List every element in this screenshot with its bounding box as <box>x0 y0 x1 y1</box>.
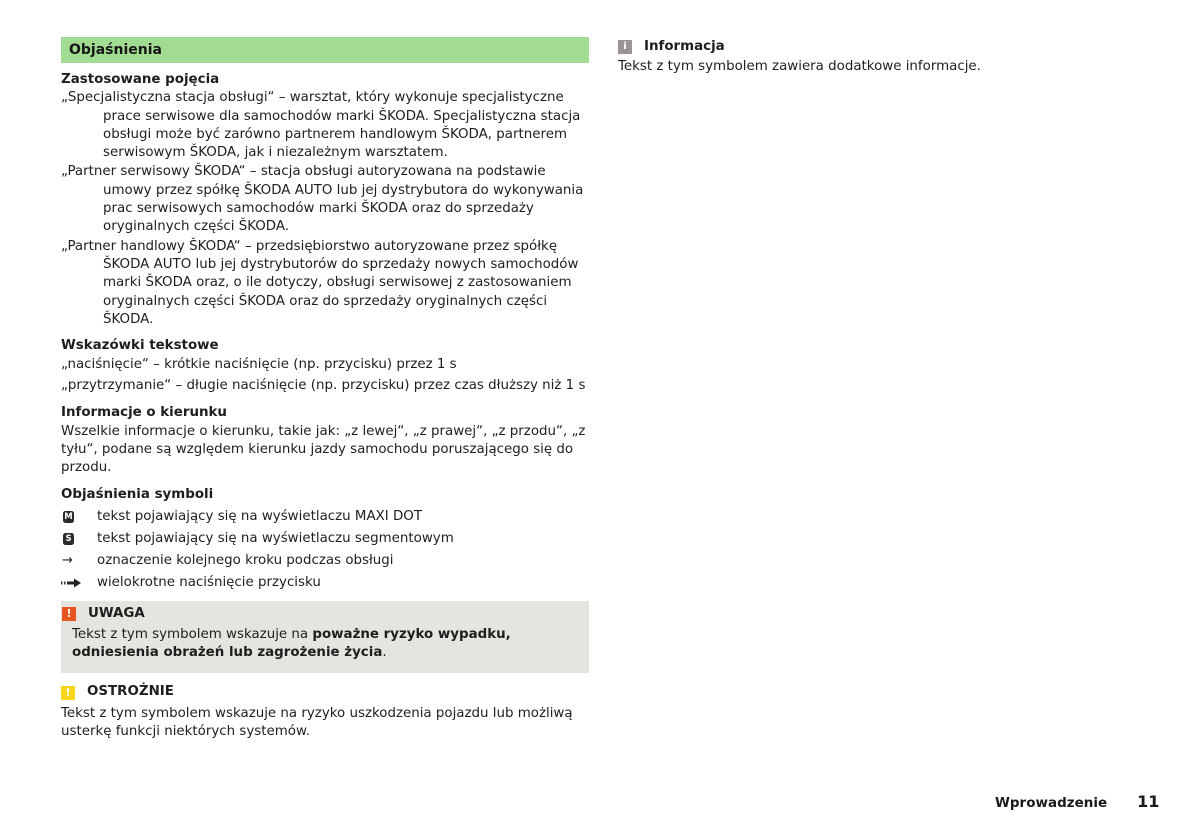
info-text: Tekst z tym symbolem zawiera dodatkowe informacje. <box>618 59 981 74</box>
term-label: „Partner serwisowy ŠKODA“ <box>61 164 246 180</box>
maxi-dot-icon: M <box>64 511 73 522</box>
section-title-bar <box>61 37 589 63</box>
warning-header <box>62 604 578 624</box>
term-text: – warsztat, który wykonuje specjalistyczne prace serwisowe dla samochodów marki ŠKODA. Specjalistyczna stacja obsługi może być zarówno partnerem handlowym ŠKODA, partnerem serwisowym ŠKODA, jak i niezależnym warsztatem. <box>103 90 581 161</box>
info-title: Informacja <box>644 38 725 54</box>
caution-title: OSTROŻNIE <box>87 684 174 700</box>
repeat-press-arrow-icon <box>61 578 83 588</box>
symbol-item <box>61 506 589 528</box>
symbol-item <box>61 550 589 572</box>
arrow-right-icon: → <box>62 552 73 568</box>
direction-block <box>61 404 589 477</box>
segment-display-icon: S <box>63 533 74 545</box>
warning-title: UWAGA <box>88 605 145 621</box>
text-hints-block <box>61 337 589 396</box>
text-hint-item: „przytrzymanie“ – długie naciśnięcie (np. przycisku) przez czas dłuższy niż 1 s <box>61 378 586 394</box>
symbols-block <box>61 486 589 594</box>
symbol-label: tekst pojawiający się na wyświetlaczu MAXI DOT <box>97 508 423 524</box>
symbol-label: wielokrotne naciśnięcie przycisku <box>97 574 321 590</box>
direction-text: Wszelkie informacje o kierunku, takie jak: „z lewej“, „z prawej“, „z przodu“, „z tyłu“, podane są względem kierunku jazdy samochodu poruszającego się do przodu. <box>61 423 586 476</box>
right-column <box>618 37 1138 76</box>
caution-icon: ! <box>61 686 75 700</box>
warning-box <box>61 601 589 673</box>
left-column <box>61 37 589 741</box>
symbols-list <box>61 506 589 594</box>
term-label: „Specjalistyczna stacja obsługi“ <box>61 90 275 106</box>
term-text: – stacja obsługi autoryzowana na podstawie umowy przez spółkę ŠKODA AUTO lub jej dystrybutora do wykonywania prac serwisowych samochodów marki ŠKODA oraz do sprzedaży oryginalnych części ŠKODA. <box>103 164 584 235</box>
direction-heading: Informacje o kierunku <box>61 405 227 421</box>
footer-chapter: Wprowadzenie <box>995 795 1108 811</box>
warning-text-bold: poważne ryzyko wypadku, odniesienia obrażeń lub zagrożenie życia <box>72 626 511 661</box>
term-definition <box>61 238 589 329</box>
page-number: 11 <box>1137 792 1160 811</box>
warning-text <box>72 626 578 663</box>
symbol-item <box>61 528 589 550</box>
section-title: Objaśnienia <box>69 41 162 58</box>
symbols-heading: Objaśnienia symboli <box>61 486 214 502</box>
symbol-label: tekst pojawiający się na wyświetlaczu segmentowym <box>97 530 454 546</box>
page-footer <box>995 793 1159 812</box>
symbol-label: oznaczenie kolejnego kroku podczas obsługi <box>97 552 394 568</box>
caution-block <box>61 683 589 742</box>
terms-heading: Zastosowane pojęcia <box>61 72 220 87</box>
terms-block <box>61 71 589 329</box>
text-hints-heading: Wskazówki tekstowe <box>61 338 219 354</box>
text-hint-item: „naciśnięcie“ – krótkie naciśnięcie (np. przycisku) przez 1 s <box>61 357 457 373</box>
info-header <box>618 37 1138 57</box>
term-text: – przedsiębiorstwo autoryzowane przez spółkę ŠKODA AUTO lub jej dystrybutorów do sprzedaży nowych samochodów marki ŠKODA oraz, o ile dotyczy, obsługi serwisowej z zastosowaniem oryginalnych części ŠKODA oraz do sprzedaży oryginalnych części ŠKODA. <box>103 238 579 327</box>
warning-text-suffix: . <box>382 645 387 661</box>
info-icon: i <box>618 40 632 54</box>
caution-text: Tekst z tym symbolem wskazuje na ryzyko uszkodzenia pojazdu lub możliwą usterkę funkcji niektórych systemów. <box>61 705 573 739</box>
term-definition <box>61 163 589 236</box>
term-definition <box>61 89 589 162</box>
warning-icon: ! <box>62 607 76 621</box>
symbol-item <box>61 572 589 594</box>
caution-header <box>61 683 589 703</box>
term-label: „Partner handlowy ŠKODA“ <box>61 238 241 254</box>
warning-text-prefix: Tekst z tym symbolem wskazuje na <box>72 626 313 642</box>
